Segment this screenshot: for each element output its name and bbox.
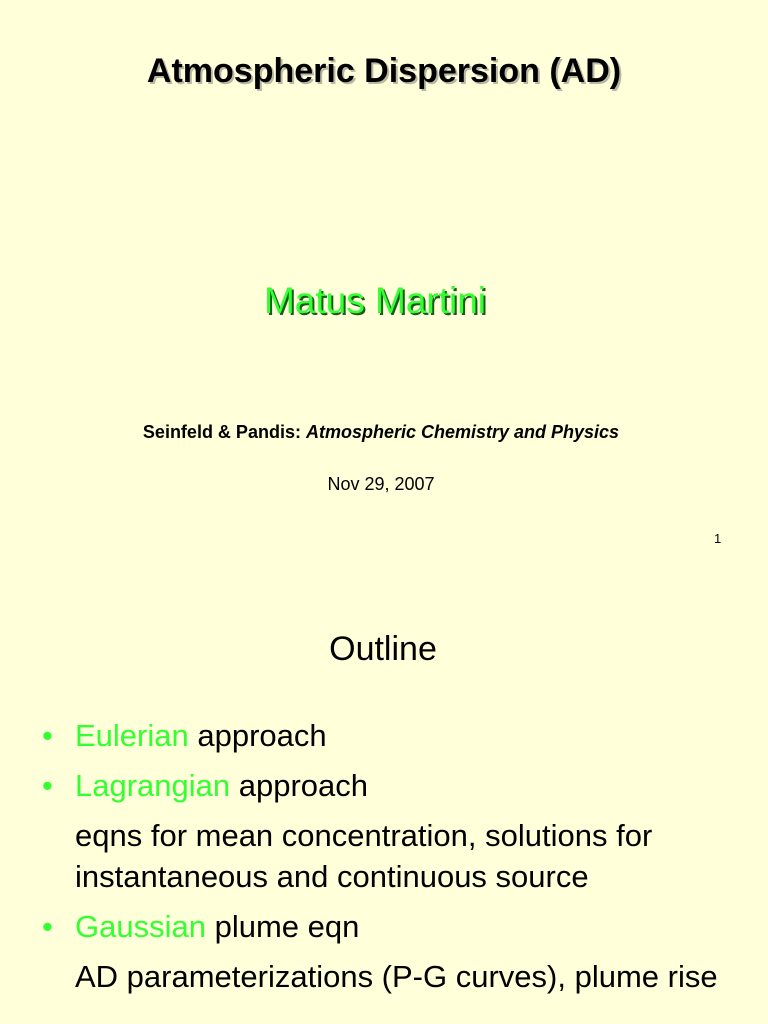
bullet-icon: •	[42, 768, 53, 803]
bullet-text: approach	[230, 768, 369, 803]
page-number: 1	[714, 531, 722, 546]
reference-authors: Seinfeld & Pandis:	[142, 422, 306, 442]
bullet-icon: •	[42, 718, 53, 753]
bullet-text: approach	[188, 718, 327, 753]
bullet-subtext: eqns for mean concentration, solutions for instantaneous and continuous source	[75, 818, 653, 894]
bullet-highlight: Gaussian	[75, 909, 206, 944]
outline-title: Outline	[329, 630, 437, 668]
reference-line	[0, 422, 762, 443]
bullet-icon: •	[42, 909, 53, 944]
bullet-highlight: Lagrangian	[75, 768, 231, 803]
bullet-text: plume eqn	[205, 909, 360, 944]
bullet-subtext: AD parameterizations (P-G curves), plume rise	[75, 959, 718, 994]
bullet-item-lagrangian	[0, 765, 768, 806]
slide-title: Atmospheric Dispersion (AD)	[146, 52, 622, 90]
author-name: Matus Martini	[263, 280, 487, 321]
outline-list	[0, 715, 768, 1006]
presentation-date: Nov 29, 2007	[327, 474, 435, 494]
bullet-item-gaussian	[0, 906, 768, 947]
reference-book-title: Atmospheric Chemistry and Physics	[305, 422, 620, 442]
outline-slide	[0, 580, 768, 1024]
bullet-highlight: Eulerian	[75, 718, 189, 753]
bullet-item-eulerian	[0, 715, 768, 756]
